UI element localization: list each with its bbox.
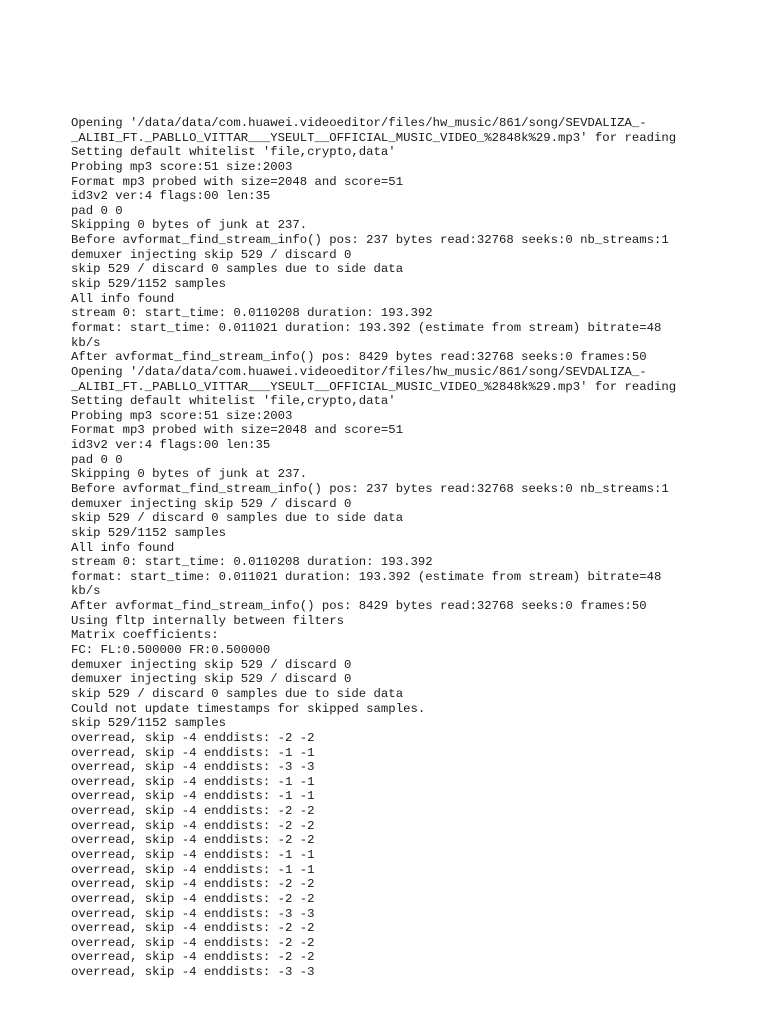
log-line: overread, skip -4 enddists: -1 -1 bbox=[71, 774, 315, 789]
log-line: kb/s bbox=[71, 584, 101, 599]
log-line: overread, skip -4 enddists: -2 -2 bbox=[71, 818, 315, 833]
log-line: Skipping 0 bytes of junk at 237. bbox=[71, 218, 308, 233]
log-line: All info found bbox=[71, 291, 175, 306]
log-line: All info found bbox=[71, 540, 175, 555]
log-line: overread, skip -4 enddists: -2 -2 bbox=[71, 804, 315, 819]
log-line: id3v2 ver:4 flags:00 len:35 bbox=[71, 189, 271, 204]
log-line: demuxer injecting skip 529 / discard 0 bbox=[71, 657, 352, 672]
log-line: overread, skip -4 enddists: -2 -2 bbox=[71, 877, 315, 892]
log-line: Before avformat_find_stream_info() pos: 237 bytes read:32768 seeks:0 nb_streams:1 bbox=[71, 233, 669, 248]
log-line: stream 0: start_time: 0.0110208 duration: 193.392 bbox=[71, 306, 433, 321]
log-line: overread, skip -4 enddists: -1 -1 bbox=[71, 789, 315, 804]
log-line: After avformat_find_stream_info() pos: 8429 bytes read:32768 seeks:0 frames:50 bbox=[71, 599, 647, 614]
log-line: id3v2 ver:4 flags:00 len:35 bbox=[71, 438, 271, 453]
log-line: overread, skip -4 enddists: -3 -3 bbox=[71, 906, 315, 921]
log-line: skip 529/1152 samples bbox=[71, 525, 226, 540]
log-line: Format mp3 probed with size=2048 and score=51 bbox=[71, 423, 404, 438]
log-line: Could not update timestamps for skipped samples. bbox=[71, 701, 426, 716]
log-line: skip 529/1152 samples bbox=[71, 277, 226, 292]
log-line: overread, skip -4 enddists: -2 -2 bbox=[71, 950, 315, 965]
log-line: pad 0 0 bbox=[71, 452, 123, 467]
log-line: overread, skip -4 enddists: -1 -1 bbox=[71, 862, 315, 877]
log-line: skip 529 / discard 0 samples due to side data bbox=[71, 511, 404, 526]
log-line: overread, skip -4 enddists: -2 -2 bbox=[71, 935, 315, 950]
log-line: stream 0: start_time: 0.0110208 duration: 193.392 bbox=[71, 555, 433, 570]
log-line: skip 529 / discard 0 samples due to side data bbox=[71, 262, 404, 277]
log-line: overread, skip -4 enddists: -1 -1 bbox=[71, 745, 315, 760]
log-output bbox=[71, 72, 721, 980]
log-line: skip 529 / discard 0 samples due to side data bbox=[71, 686, 404, 701]
log-line: overread, skip -4 enddists: -2 -2 bbox=[71, 833, 315, 848]
log-line: Probing mp3 score:51 size:2003 bbox=[71, 159, 293, 174]
log-line: overread, skip -4 enddists: -1 -1 bbox=[71, 848, 315, 862]
log-line: Opening '/data/data/com.huawei.videoeditor/files/hw_music/861/song/SEVDALIZA_- bbox=[71, 364, 647, 379]
log-line: Format mp3 probed with size=2048 and score=51 bbox=[71, 174, 404, 189]
log-line: overread, skip -4 enddists: -2 -2 bbox=[71, 730, 315, 745]
log-line: kb/s bbox=[71, 335, 101, 350]
log-line: Before avformat_find_stream_info() pos: 237 bytes read:32768 seeks:0 nb_streams:1 bbox=[71, 481, 669, 496]
log-line: format: start_time: 0.011021 duration: 193.392 (estimate from stream) bitrate=48 bbox=[71, 569, 662, 584]
log-line: Matrix coefficients: bbox=[71, 628, 219, 643]
log-line: Probing mp3 score:51 size:2003 bbox=[71, 408, 293, 423]
log-line: _ALIBI_FT._PABLLO_VITTAR___YSEULT__OFFICIAL_MUSIC_VIDEO_%2848k%29.mp3' for reading bbox=[71, 379, 677, 394]
log-line: Setting default whitelist 'file,crypto,data' bbox=[71, 394, 396, 409]
log-line: overread, skip -4 enddists: -3 -3 bbox=[71, 760, 315, 775]
log-line: After avformat_find_stream_info() pos: 8429 bytes read:32768 seeks:0 frames:50 bbox=[71, 350, 647, 365]
log-line: _ALIBI_FT._PABLLO_VITTAR___YSEULT__OFFICIAL_MUSIC_VIDEO_%2848k%29.mp3' for reading bbox=[71, 130, 677, 145]
log-line: format: start_time: 0.011021 duration: 193.392 (estimate from stream) bitrate=48 bbox=[71, 320, 662, 335]
log-line: overread, skip -4 enddists: -3 -3 bbox=[71, 965, 315, 980]
log-line: overread, skip -4 enddists: -2 -2 bbox=[71, 921, 315, 936]
log-line: demuxer injecting skip 529 / discard 0 bbox=[71, 247, 352, 262]
log-line: FC: FL:0.500000 FR:0.500000 bbox=[71, 643, 271, 658]
log-line: Using fltp internally between filters bbox=[71, 613, 345, 628]
log-line: Opening '/data/data/com.huawei.videoeditor/files/hw_music/861/song/SEVDALIZA_- bbox=[71, 115, 647, 130]
log-line: Skipping 0 bytes of junk at 237. bbox=[71, 467, 308, 482]
log-line: demuxer injecting skip 529 / discard 0 bbox=[71, 672, 352, 687]
log-line: demuxer injecting skip 529 / discard 0 bbox=[71, 496, 352, 511]
log-line: skip 529/1152 samples bbox=[71, 716, 226, 731]
log-line: pad 0 0 bbox=[71, 203, 123, 218]
log-line: Setting default whitelist 'file,crypto,data' bbox=[71, 145, 396, 160]
log-line: overread, skip -4 enddists: -2 -2 bbox=[71, 891, 315, 906]
